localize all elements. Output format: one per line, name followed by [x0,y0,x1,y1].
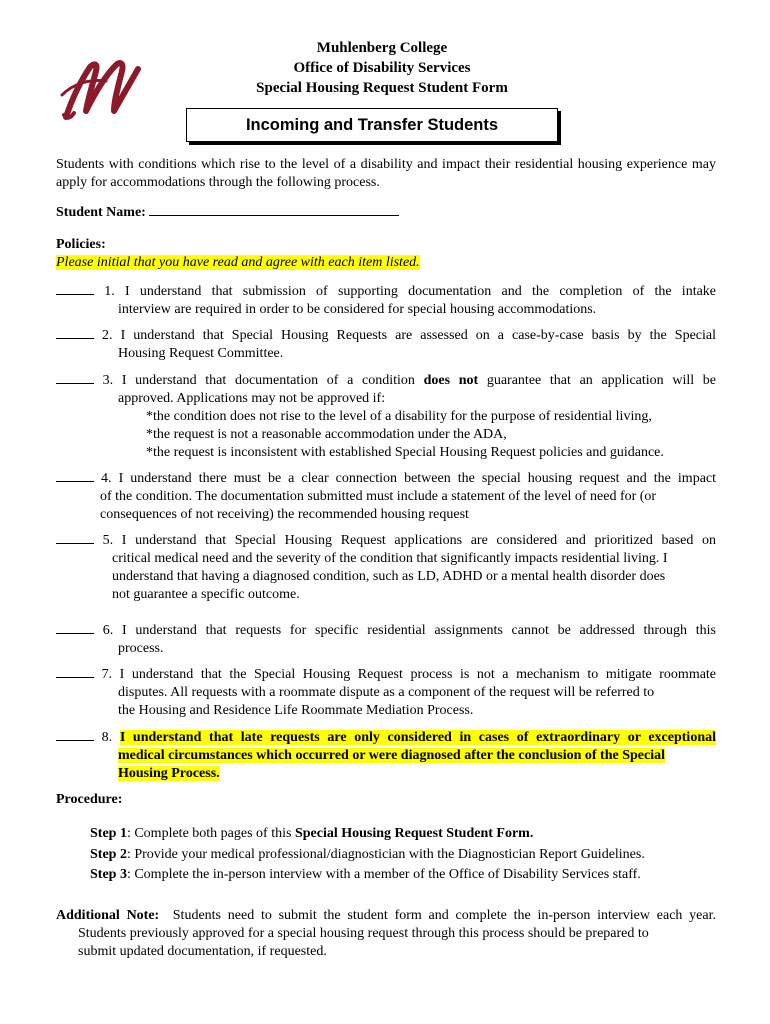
policy-item-5: 5. I understand that Special Housing Request applications are considered and prioritized based on critical medical need and the severity of the condition that significantly impacts residential living. I understand that having a diagnosed condition, such as LD, ADHD or a mental health disorder does not guarantee a specific outcome. [56,531,716,604]
policies-section [56,236,716,272]
form-title: Special Housing Request Student Form [256,80,508,96]
policy-item-3: 3. I understand that documentation of a condition does not guarantee that an application will be approved. Applications may not be approved if: *the condition does not rise to the level of a disability for the purpose of residential living, *the request is not a reasonable accommodation under the ADA, *the request is inconsistent with established Special Housing Request policies and guidance. [56,371,716,462]
initial-field-6[interactable] [56,621,94,634]
procedure-label: Procedure: [56,792,123,807]
policies-label: Policies: [56,237,106,252]
policy-item-4: 4. I understand there must be a clear connection between the special housing request and the impact of the condition. The documentation submitted must include a statement of the level of need for (or consequences of not receiving) the recommended housing request [56,469,716,524]
initial-field-2[interactable] [56,326,94,339]
policies-instruction: Please initial that you have read and agree with each item listed. [56,255,420,270]
initial-field-7[interactable] [56,665,94,678]
student-name-label: Student Name: [56,205,146,220]
initial-field-5[interactable] [56,531,94,544]
policy-item-7: 7. I understand that the Special Housing Request process is not a mechanism to mitigate roommate disputes. All requests with a roommate dispute as a component of the request will be referred to the Housing and Residence Life Roommate Mediation Process. [56,665,716,720]
step-1: Step 1: Complete both pages of this Special Housing Request Student Form. [90,826,534,841]
initial-field-1[interactable] [56,282,94,295]
student-name-row [56,201,716,222]
initial-field-4[interactable] [56,469,94,482]
step-3: Step 3: Complete the in-person interview with a member of the Office of Disability Services staff. [90,867,641,882]
student-name-field[interactable] [149,201,399,216]
note-label: Additional Note: [56,908,160,923]
additional-note: Additional Note: Students need to submit the student form and complete the in-person interview each year. Students previously approved for a special housing request through this process should be prepared to submit updated documentation, if requested. [56,908,716,959]
policy-item-6: 6. I understand that requests for specific residential assignments cannot be addressed through this process. [56,621,716,658]
subtitle-box [186,108,558,142]
office-name: Office of Disability Services [293,60,471,76]
document-header [190,38,574,98]
subtitle: Incoming and Transfer Students [245,116,499,134]
policy-item-2: 2. I understand that Special Housing Requests are assessed on a case-by-case basis by the Special Housing Request Committee. [56,326,716,363]
college-name: Muhlenberg College [316,40,448,56]
muhlenberg-m-logo-icon [60,55,142,123]
intro-paragraph: Students with conditions which rise to the level of a disability and impact their residential housing experience may apply for accommodations through the following process. [56,157,716,190]
initial-field-3[interactable] [56,371,94,384]
step-2: Step 2: Provide your medical professional/diagnostician with the Diagnostician Report Guidelines. [90,847,645,862]
policy-item-8: 8. I understand that late requests are only considered in cases of extraordinary or exceptional medical circumstances which occurred or were diagnosed after the conclusion of the Special Housing Process. [56,728,716,783]
initial-field-8[interactable] [56,728,94,741]
policy-item-1: 1. I understand that submission of supporting documentation and the completion of the intake interview are required in order to be considered for special housing accommodations. [56,282,716,319]
